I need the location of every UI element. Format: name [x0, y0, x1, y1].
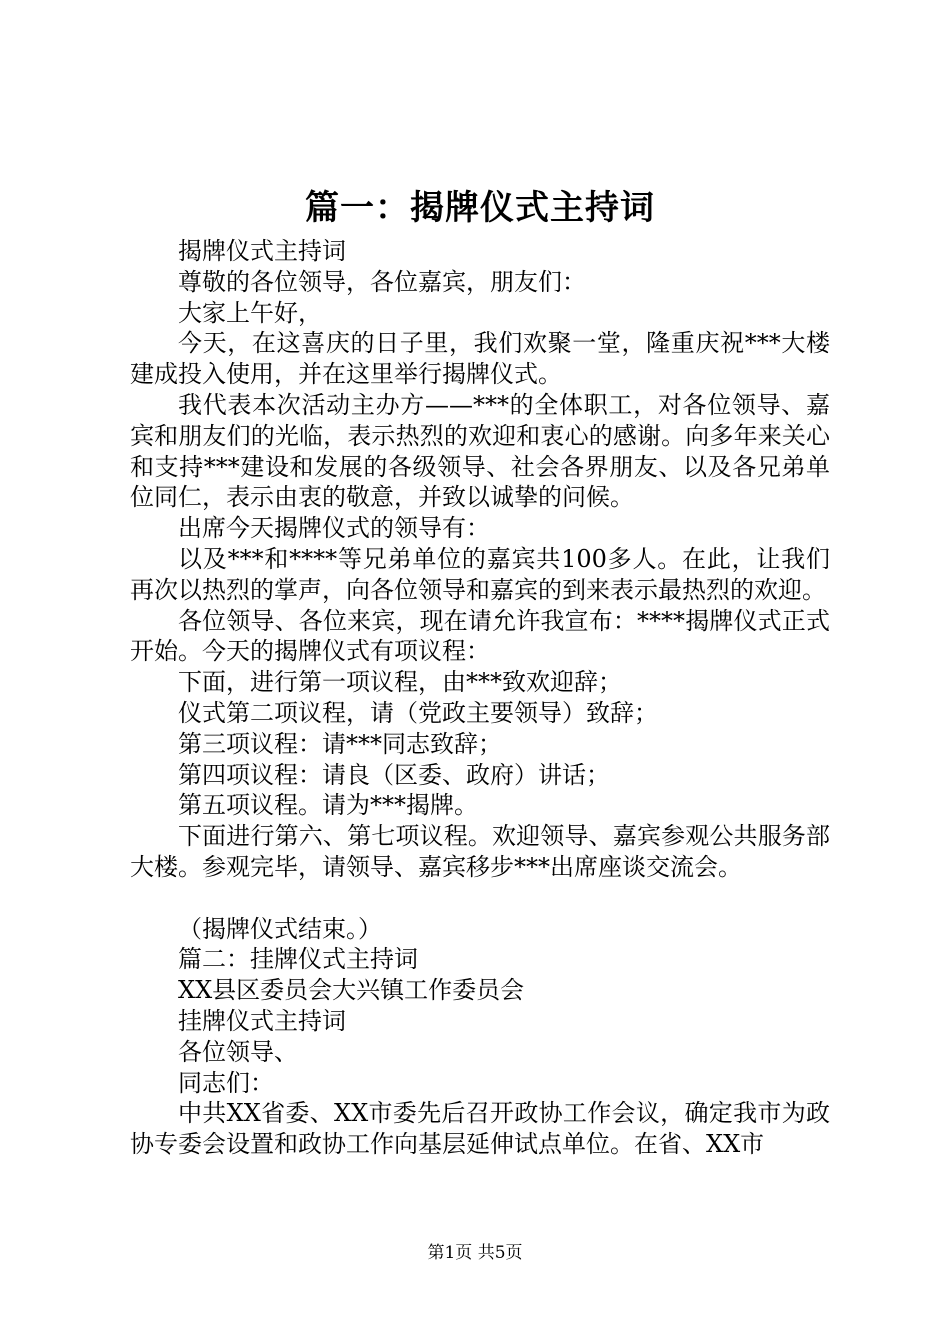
paragraph: 仪式第二项议程，请（党政主要领导）致辞； [178, 698, 658, 727]
paragraph: 今天，在这喜庆的日子里，我们欢聚一堂，隆重庆祝***大楼建成投入使用，并在这里举行揭牌仪式。 [130, 329, 830, 389]
page-number-footer: 第1页 共5页 [427, 1243, 523, 1263]
page-title: 篇一：揭牌仪式主持词 [305, 188, 655, 228]
paragraph: XX县区委员会大兴镇工作委员会 [178, 976, 525, 1005]
paragraph: 大家上午好， [178, 298, 322, 327]
paragraph: 以及***和****等兄弟单位的嘉宾共100多人。在此，让我们再次以热烈的掌声，向各位领导和嘉宾的到来表示最热烈的欢迎。 [130, 544, 830, 604]
paragraph: 同志们： [178, 1068, 274, 1097]
paragraph: （揭牌仪式结束。） [178, 914, 382, 943]
paragraph: 出席今天揭牌仪式的领导有： [178, 514, 490, 543]
paragraph: 第三项议程：请***同志致辞； [178, 729, 502, 758]
paragraph: 挂牌仪式主持词 [178, 1006, 346, 1035]
paragraph: 篇二：挂牌仪式主持词 [178, 945, 418, 974]
paragraph: 各位领导、各位来宾，现在请允许我宣布：****揭牌仪式正式开始。今天的揭牌仪式有项议程： [130, 606, 830, 666]
paragraph: 第四项议程：请良（区委、政府）讲话； [178, 760, 610, 789]
paragraph: 尊敬的各位领导，各位嘉宾，朋友们： [178, 267, 586, 296]
paragraph: 下面进行第六、第七项议程。欢迎领导、嘉宾参观公共服务部大楼。参观完毕，请领导、嘉宾移步***出席座谈交流会。 [130, 822, 830, 881]
paragraph: 第五项议程。请为***揭牌。 [178, 791, 478, 820]
paragraph: 下面，进行第一项议程，由***致欢迎辞； [178, 668, 622, 697]
paragraph: 中共XX省委、XX市委先后召开政协工作会议，确定我市为政协专委会设置和政协工作向基层延伸试点单位。在省、XX市 [130, 1099, 830, 1159]
paragraph: 我代表本次活动主办方——***的全体职工，对各位领导、嘉宾和朋友们的光临，表示热烈的欢迎和衷心的感谢。向多年来关心和支持***建设和发展的各级领导、社会各界朋友、以及各兄弟单位同仁，表示由衷的敬意，并致以诚挚的问候。 [130, 390, 830, 512]
paragraph: 各位领导、 [178, 1037, 298, 1066]
document-body [130, 236, 830, 1160]
paragraph: 揭牌仪式主持词 [178, 237, 346, 265]
